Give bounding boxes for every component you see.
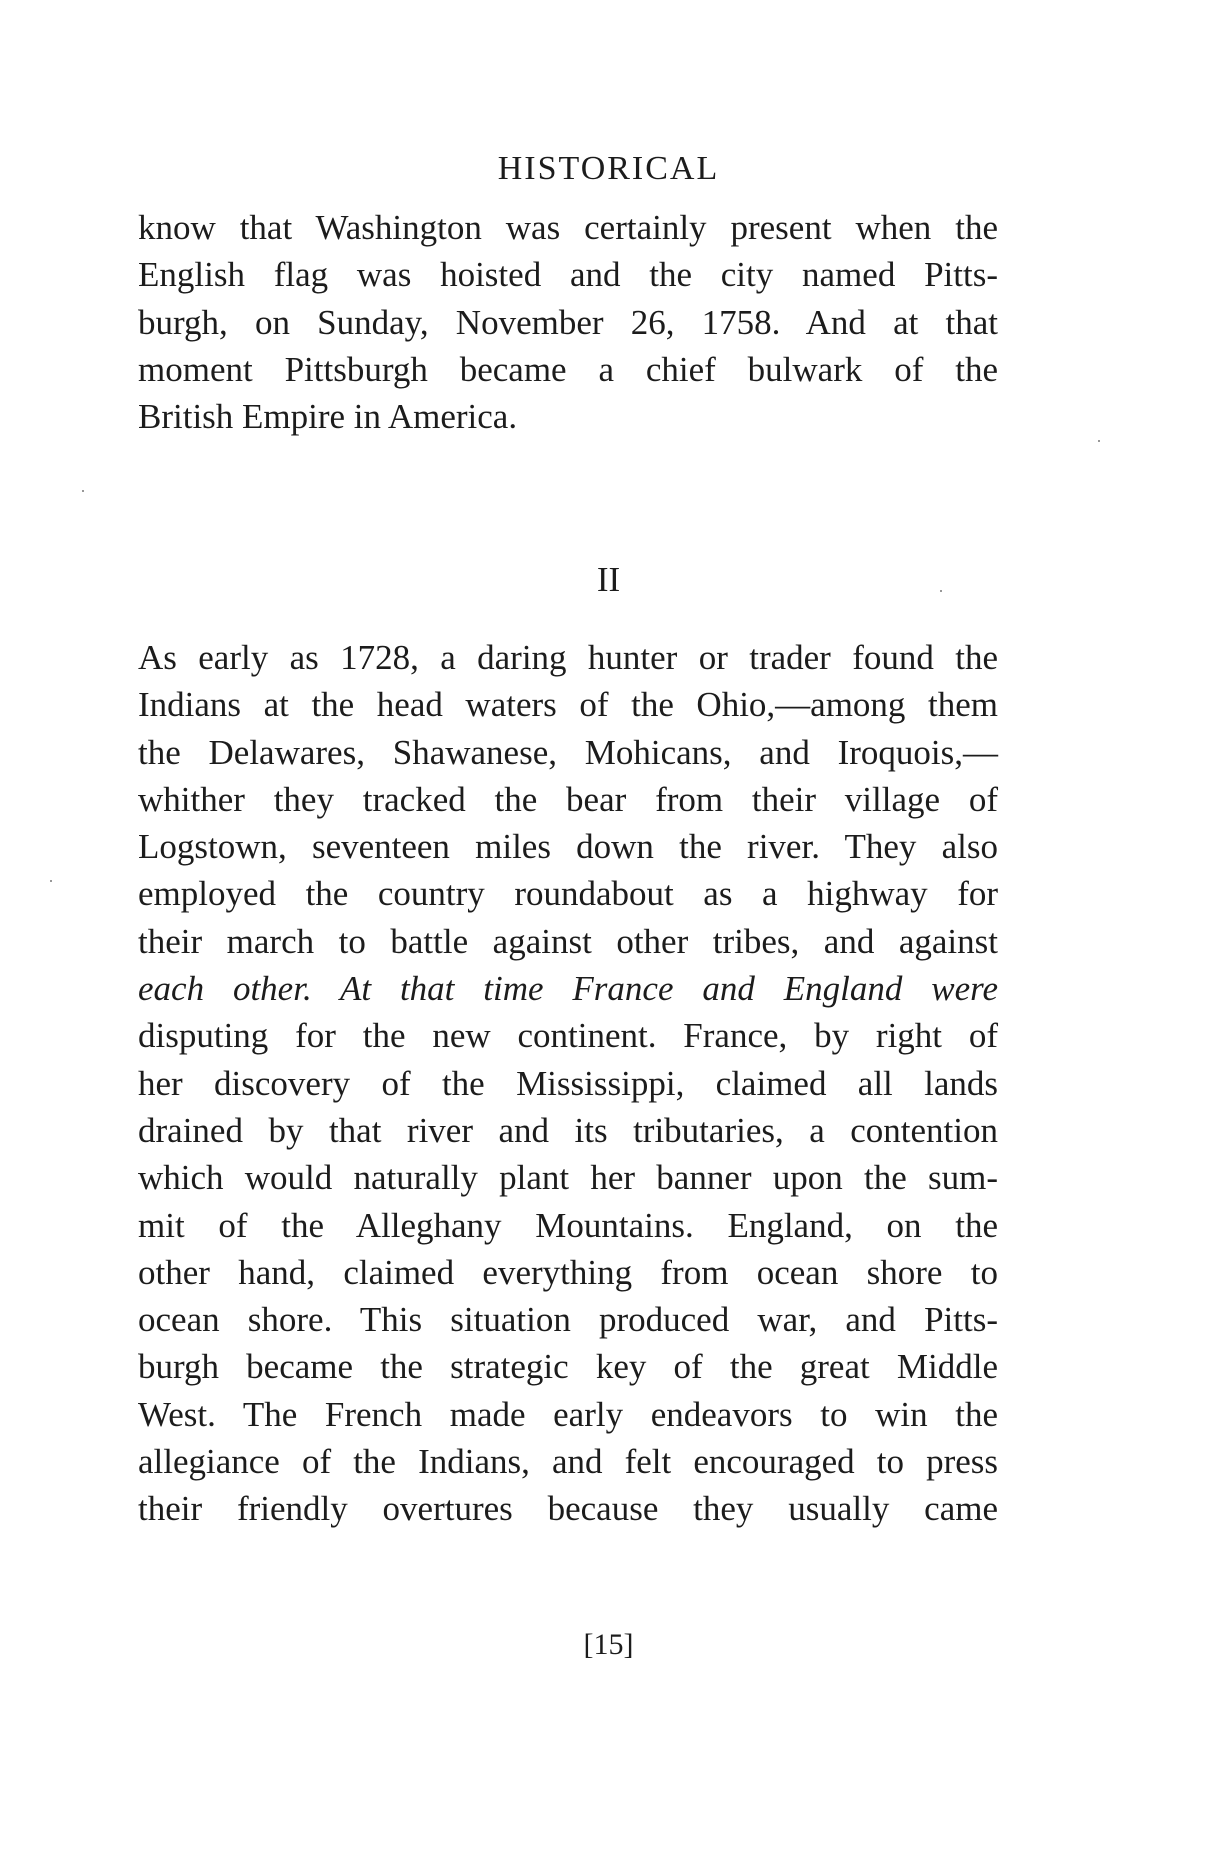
text-line: drained by that river and its tributaries, a contention xyxy=(138,1110,998,1150)
text-line: As early as 1728, a daring hunter or trader found the xyxy=(138,638,998,677)
text-line: British Empire in America. xyxy=(138,397,518,437)
text-line: moment Pittsburgh became a chief bulwark of the xyxy=(138,349,998,389)
text-line: Logstown, seventeen miles down the river. They also xyxy=(138,827,998,867)
text-line: mit of the Alleghany Mountains. England, on the xyxy=(138,1205,998,1245)
text-line: their friendly overtures because they usually came xyxy=(138,1489,998,1529)
text-line: the Delawares, Shawanese, Mohicans, and Iroquois,— xyxy=(138,732,998,772)
paragraph-1 xyxy=(138,204,998,440)
section-number: II xyxy=(596,560,621,599)
scan-speck xyxy=(1098,440,1100,442)
scan-speck xyxy=(82,490,84,492)
text-line: other hand, claimed everything from ocean shore to xyxy=(138,1252,998,1292)
running-head: HISTORICAL xyxy=(497,150,720,187)
text-line: which would naturally plant her banner upon the sum- xyxy=(138,1158,998,1198)
text-line: West. The French made early endeavors to win the xyxy=(138,1394,998,1434)
text-line: English flag was hoisted and the city named Pitts- xyxy=(138,255,998,295)
page-number: [15] xyxy=(583,1628,634,1661)
text-line: disputing for the new continent. France, by right of xyxy=(138,1016,998,1056)
text-line: Indians at the head waters of the Ohio,—among them xyxy=(138,685,998,725)
text-line: employed the country roundabout as a highway for xyxy=(138,874,998,914)
text-line: their march to battle against other tribes, and against xyxy=(138,921,998,961)
scan-speck xyxy=(50,880,52,882)
paragraph-2 xyxy=(138,634,998,1533)
text-line: each other. At that time France and England were xyxy=(138,969,998,1009)
text-line: know that Washington was certainly present when the xyxy=(138,208,998,247)
text-line: allegiance of the Indians, and felt encouraged to press xyxy=(138,1442,998,1482)
text-line: ocean shore. This situation produced war, and Pitts- xyxy=(138,1300,998,1340)
scan-speck xyxy=(940,590,942,592)
text-line: burgh, on Sunday, November 26, 1758. And at that xyxy=(138,302,998,342)
text-line: whither they tracked the bear from their village of xyxy=(138,779,998,819)
text-line: her discovery of the Mississippi, claimed all lands xyxy=(138,1063,998,1103)
text-line: burgh became the strategic key of the great Middle xyxy=(138,1347,998,1387)
